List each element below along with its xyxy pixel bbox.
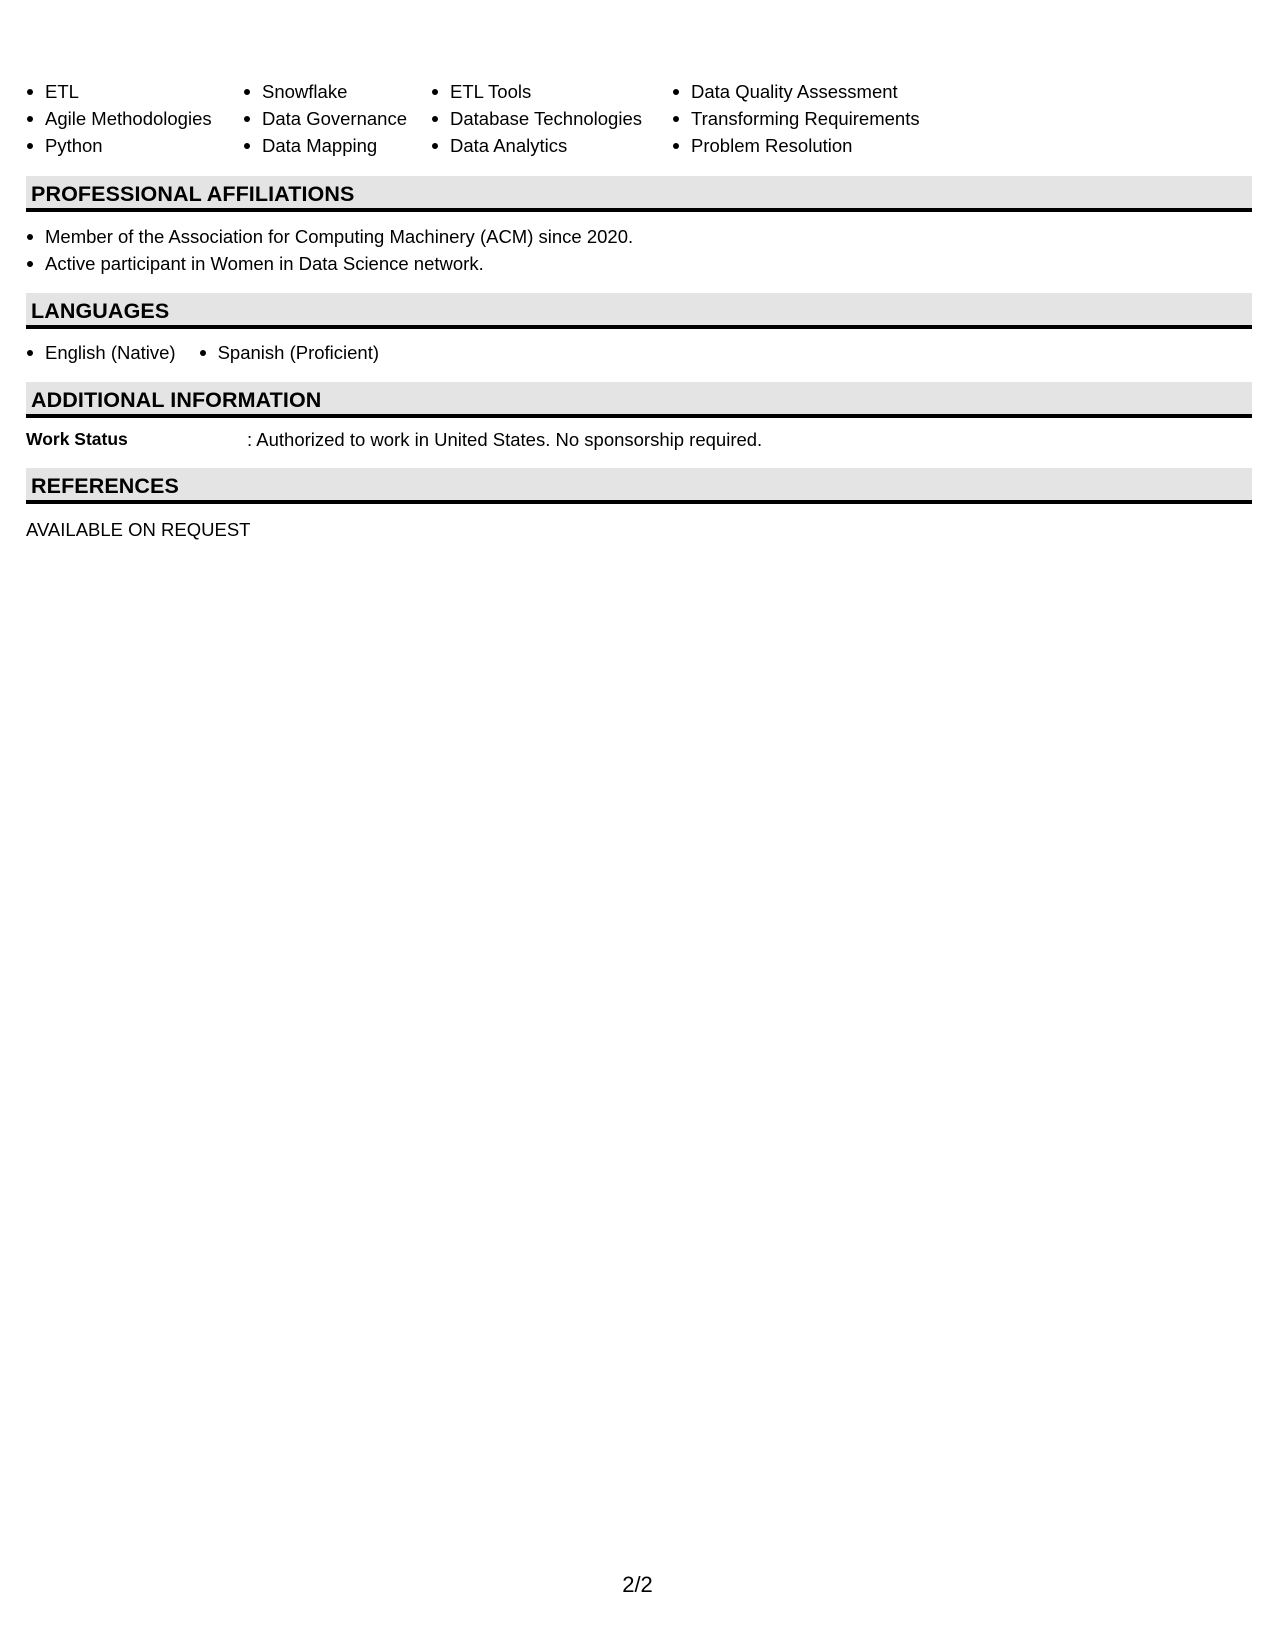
skill-item: Agile Methodologies [26,105,212,132]
affiliations-list [26,223,633,277]
skill-item: Data Analytics [431,132,642,159]
bullet-icon [27,234,33,240]
section-title: ADDITIONAL INFORMATION [31,388,322,412]
skill-item: Data Quality Assessment [672,78,920,105]
section-header-affiliations [26,176,1252,212]
bullet-icon [27,143,33,149]
bullet-icon [27,116,33,122]
bullet-icon [432,143,438,149]
bullet-icon [244,116,250,122]
page-number: 2/2 [622,1572,653,1597]
section-header-languages [26,293,1252,329]
skill-item: ETL Tools [431,78,642,105]
skills-column-3 [431,78,642,159]
skill-item: Snowflake [243,78,407,105]
references-text: AVAILABLE ON REQUEST [26,519,251,540]
work-status-value: : Authorized to work in United States. No sponsorship required. [247,429,763,450]
skill-item: Python [26,132,212,159]
bullet-icon [27,261,33,267]
bullet-icon [27,89,33,95]
bullet-icon [244,89,250,95]
skills-column-1 [26,78,212,159]
bullet-icon [244,143,250,149]
skill-item: Data Mapping [243,132,407,159]
skill-item: Data Governance [243,105,407,132]
bullet-icon [673,143,679,149]
bullet-icon [200,350,206,356]
bullet-icon [432,116,438,122]
skill-item: Transforming Requirements [672,105,920,132]
languages-list [26,339,402,366]
bullet-icon [673,116,679,122]
list-item: Active participant in Women in Data Science network. [26,250,633,277]
work-status-label: Work Status [26,429,128,449]
skill-item: Problem Resolution [672,132,920,159]
section-title: LANGUAGES [31,299,170,323]
language-item: English (Native) [26,339,176,366]
list-item: Member of the Association for Computing Machinery (ACM) since 2020. [26,223,633,250]
skill-item: ETL [26,78,212,105]
skills-grid [26,78,1252,162]
section-header-additional-info [26,382,1252,418]
section-header-references [26,468,1252,504]
skills-column-2 [243,78,407,159]
language-item: Spanish (Proficient) [199,339,379,366]
section-title: PROFESSIONAL AFFILIATIONS [31,182,355,206]
skill-item: Database Technologies [431,105,642,132]
bullet-icon [27,350,33,356]
bullet-icon [673,89,679,95]
section-title: REFERENCES [31,474,179,498]
bullet-icon [432,89,438,95]
skills-column-4 [672,78,920,159]
